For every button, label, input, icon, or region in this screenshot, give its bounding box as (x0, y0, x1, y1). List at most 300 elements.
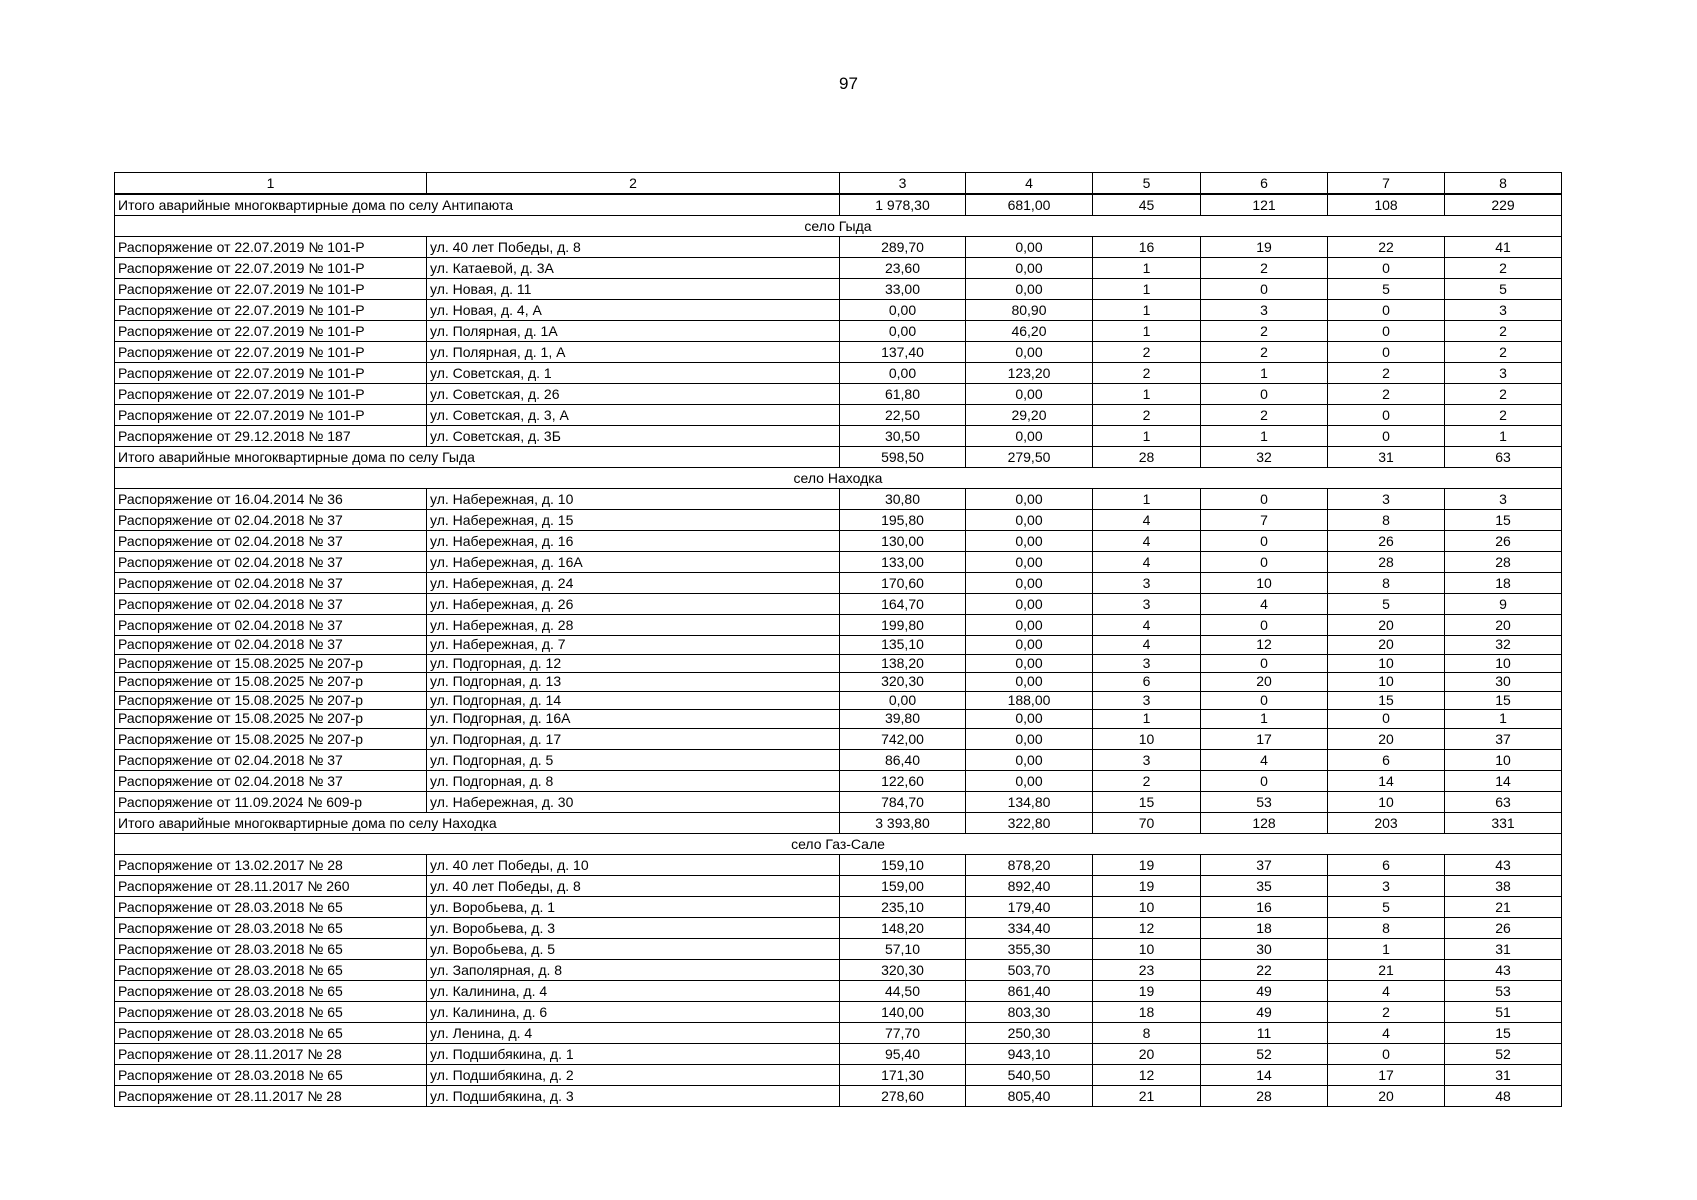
value-cell: 0 (1328, 321, 1445, 342)
address-cell: ул. 40 лет Победы, д. 10 (427, 854, 840, 875)
value-cell: 4 (1093, 531, 1201, 552)
column-number-header: 3 (840, 173, 966, 195)
section-header-row (115, 216, 1562, 237)
value-cell: 49 (1201, 980, 1328, 1001)
value-cell: 0,00 (966, 510, 1093, 531)
value-cell: 1 (1093, 300, 1201, 321)
value-cell: 171,30 (840, 1064, 966, 1085)
value-cell: 0,00 (966, 636, 1093, 655)
value-cell: 16 (1201, 896, 1328, 917)
value-cell: 2 (1201, 258, 1328, 279)
value-cell: 0 (1201, 552, 1328, 573)
value-cell: 878,20 (966, 854, 1093, 875)
value-cell: 3 (1445, 363, 1562, 384)
value-cell: 37 (1445, 728, 1562, 749)
value-cell: 0,00 (966, 258, 1093, 279)
value-cell: 15 (1328, 691, 1445, 710)
column-number-header: 7 (1328, 173, 1445, 195)
value-cell: 10 (1328, 654, 1445, 673)
value-cell: 4 (1328, 980, 1445, 1001)
value-cell: 6 (1328, 854, 1445, 875)
value-cell: 135,10 (840, 636, 966, 655)
value-cell: 0,00 (966, 237, 1093, 258)
value-cell: 33,00 (840, 279, 966, 300)
value-cell: 4 (1328, 1022, 1445, 1043)
value-cell: 320,30 (840, 673, 966, 692)
value-cell: 8 (1093, 1022, 1201, 1043)
total-value-cell: 322,80 (966, 812, 1093, 833)
value-cell: 43 (1445, 959, 1562, 980)
address-cell: ул. Набережная, д. 10 (427, 489, 840, 510)
value-cell: 2 (1328, 363, 1445, 384)
order-document-cell: Распоряжение от 02.04.2018 № 37 (115, 510, 427, 531)
value-cell: 0,00 (840, 321, 966, 342)
address-cell: ул. Воробьева, д. 3 (427, 917, 840, 938)
order-document-cell: Распоряжение от 28.03.2018 № 65 (115, 980, 427, 1001)
value-cell: 1 (1093, 489, 1201, 510)
value-cell: 0 (1328, 710, 1445, 729)
address-cell: ул. Подгорная, д. 13 (427, 673, 840, 692)
value-cell: 18 (1201, 917, 1328, 938)
value-cell: 0,00 (966, 749, 1093, 770)
value-cell: 2 (1093, 770, 1201, 791)
table-row (115, 237, 1562, 258)
value-cell: 3 (1093, 749, 1201, 770)
value-cell: 0 (1201, 489, 1328, 510)
value-cell: 179,40 (966, 896, 1093, 917)
value-cell: 289,70 (840, 237, 966, 258)
table-row (115, 1022, 1562, 1043)
value-cell: 95,40 (840, 1043, 966, 1064)
value-cell: 123,20 (966, 363, 1093, 384)
value-cell: 32 (1445, 636, 1562, 655)
value-cell: 1 (1093, 710, 1201, 729)
table-row (115, 321, 1562, 342)
total-value-cell: 598,50 (840, 447, 966, 468)
order-document-cell: Распоряжение от 13.02.2017 № 28 (115, 854, 427, 875)
address-cell: ул. Набережная, д. 26 (427, 594, 840, 615)
address-cell: ул. Набережная, д. 16А (427, 552, 840, 573)
emergency-housing-table (114, 172, 1562, 1107)
value-cell: 53 (1201, 791, 1328, 812)
address-cell: ул. Набережная, д. 28 (427, 615, 840, 636)
value-cell: 2 (1445, 405, 1562, 426)
order-document-cell: Распоряжение от 28.11.2017 № 260 (115, 875, 427, 896)
table-row (115, 1064, 1562, 1085)
column-number-row (115, 173, 1562, 195)
total-value-cell: 229 (1445, 194, 1562, 216)
value-cell: 30,50 (840, 426, 966, 447)
table-row (115, 363, 1562, 384)
value-cell: 148,20 (840, 917, 966, 938)
value-cell: 48 (1445, 1085, 1562, 1106)
value-cell: 17 (1201, 728, 1328, 749)
order-document-cell: Распоряжение от 02.04.2018 № 37 (115, 594, 427, 615)
table-row (115, 258, 1562, 279)
value-cell: 943,10 (966, 1043, 1093, 1064)
value-cell: 0,00 (966, 384, 1093, 405)
order-document-cell: Распоряжение от 22.07.2019 № 101-Р (115, 342, 427, 363)
value-cell: 0 (1201, 654, 1328, 673)
order-document-cell: Распоряжение от 29.12.2018 № 187 (115, 426, 427, 447)
table-row (115, 896, 1562, 917)
value-cell: 14 (1445, 770, 1562, 791)
order-document-cell: Распоряжение от 22.07.2019 № 101-Р (115, 237, 427, 258)
value-cell: 77,70 (840, 1022, 966, 1043)
order-document-cell: Распоряжение от 15.08.2025 № 207-р (115, 728, 427, 749)
value-cell: 20 (1328, 728, 1445, 749)
total-value-cell: 3 393,80 (840, 812, 966, 833)
total-value-cell: 279,50 (966, 447, 1093, 468)
value-cell: 2 (1093, 363, 1201, 384)
value-cell: 2 (1445, 384, 1562, 405)
value-cell: 9 (1445, 594, 1562, 615)
value-cell: 138,20 (840, 654, 966, 673)
value-cell: 19 (1201, 237, 1328, 258)
value-cell: 0,00 (966, 279, 1093, 300)
total-value-cell: 1 978,30 (840, 194, 966, 216)
value-cell: 3 (1093, 691, 1201, 710)
value-cell: 10 (1445, 749, 1562, 770)
value-cell: 31 (1445, 1064, 1562, 1085)
value-cell: 17 (1328, 1064, 1445, 1085)
value-cell: 31 (1445, 938, 1562, 959)
address-cell: ул. Катаевой, д. 3А (427, 258, 840, 279)
value-cell: 0,00 (966, 710, 1093, 729)
value-cell: 0,00 (966, 531, 1093, 552)
value-cell: 20 (1328, 636, 1445, 655)
value-cell: 188,00 (966, 691, 1093, 710)
value-cell: 12 (1093, 1064, 1201, 1085)
value-cell: 1 (1093, 321, 1201, 342)
value-cell: 0,00 (840, 691, 966, 710)
value-cell: 170,60 (840, 573, 966, 594)
value-cell: 2 (1445, 258, 1562, 279)
value-cell: 5 (1328, 896, 1445, 917)
value-cell: 4 (1201, 749, 1328, 770)
value-cell: 8 (1328, 573, 1445, 594)
order-document-cell: Распоряжение от 15.08.2025 № 207-р (115, 673, 427, 692)
value-cell: 0,00 (966, 615, 1093, 636)
table-row (115, 342, 1562, 363)
value-cell: 20 (1328, 615, 1445, 636)
value-cell: 784,70 (840, 791, 966, 812)
order-document-cell: Распоряжение от 22.07.2019 № 101-Р (115, 321, 427, 342)
value-cell: 21 (1093, 1085, 1201, 1106)
total-value-cell: 28 (1093, 447, 1201, 468)
value-cell: 195,80 (840, 510, 966, 531)
total-value-cell: 32 (1201, 447, 1328, 468)
order-document-cell: Распоряжение от 28.03.2018 № 65 (115, 1022, 427, 1043)
value-cell: 122,60 (840, 770, 966, 791)
order-document-cell: Распоряжение от 02.04.2018 № 37 (115, 615, 427, 636)
value-cell: 26 (1445, 531, 1562, 552)
value-cell: 540,50 (966, 1064, 1093, 1085)
table-row (115, 1043, 1562, 1064)
address-cell: ул. Новая, д. 4, А (427, 300, 840, 321)
value-cell: 0,00 (966, 654, 1093, 673)
value-cell: 199,80 (840, 615, 966, 636)
value-cell: 8 (1328, 510, 1445, 531)
order-document-cell: Распоряжение от 22.07.2019 № 101-Р (115, 405, 427, 426)
order-document-cell: Распоряжение от 22.07.2019 № 101-Р (115, 300, 427, 321)
value-cell: 0 (1201, 279, 1328, 300)
order-document-cell: Распоряжение от 22.07.2019 № 101-Р (115, 279, 427, 300)
table-row (115, 938, 1562, 959)
value-cell: 278,60 (840, 1085, 966, 1106)
value-cell: 63 (1445, 791, 1562, 812)
value-cell: 1 (1093, 279, 1201, 300)
address-cell: ул. Советская, д. 26 (427, 384, 840, 405)
section-header-row (115, 833, 1562, 854)
total-value-cell: 70 (1093, 812, 1201, 833)
value-cell: 2 (1445, 342, 1562, 363)
table-row (115, 489, 1562, 510)
value-cell: 43 (1445, 854, 1562, 875)
value-cell: 15 (1445, 691, 1562, 710)
value-cell: 14 (1328, 770, 1445, 791)
value-cell: 23,60 (840, 258, 966, 279)
address-cell: ул. Полярная, д. 1, А (427, 342, 840, 363)
value-cell: 2 (1201, 321, 1328, 342)
total-label: Итого аварийные многоквартирные дома по селу Находка (115, 812, 840, 833)
address-cell: ул. Новая, д. 11 (427, 279, 840, 300)
value-cell: 0 (1328, 1043, 1445, 1064)
value-cell: 861,40 (966, 980, 1093, 1001)
value-cell: 159,00 (840, 875, 966, 896)
address-cell: ул. Калинина, д. 4 (427, 980, 840, 1001)
order-document-cell: Распоряжение от 28.03.2018 № 65 (115, 1001, 427, 1022)
address-cell: ул. Советская, д. 3, А (427, 405, 840, 426)
value-cell: 4 (1093, 510, 1201, 531)
value-cell: 15 (1445, 510, 1562, 531)
value-cell: 53 (1445, 980, 1562, 1001)
order-document-cell: Распоряжение от 15.08.2025 № 207-р (115, 710, 427, 729)
address-cell: ул. Набережная, д. 15 (427, 510, 840, 531)
value-cell: 159,10 (840, 854, 966, 875)
address-cell: ул. Подшибякина, д. 3 (427, 1085, 840, 1106)
value-cell: 1 (1201, 710, 1328, 729)
value-cell: 164,70 (840, 594, 966, 615)
value-cell: 38 (1445, 875, 1562, 896)
value-cell: 8 (1328, 917, 1445, 938)
value-cell: 0,00 (966, 728, 1093, 749)
total-value-cell: 108 (1328, 194, 1445, 216)
value-cell: 742,00 (840, 728, 966, 749)
value-cell: 15 (1093, 791, 1201, 812)
value-cell: 334,40 (966, 917, 1093, 938)
order-document-cell: Распоряжение от 02.04.2018 № 37 (115, 531, 427, 552)
value-cell: 134,80 (966, 791, 1093, 812)
value-cell: 49 (1201, 1001, 1328, 1022)
value-cell: 10 (1445, 654, 1562, 673)
value-cell: 1 (1093, 258, 1201, 279)
order-document-cell: Распоряжение от 02.04.2018 № 37 (115, 770, 427, 791)
address-cell: ул. Подшибякина, д. 1 (427, 1043, 840, 1064)
value-cell: 7 (1201, 510, 1328, 531)
value-cell: 0 (1328, 405, 1445, 426)
value-cell: 12 (1201, 636, 1328, 655)
total-value-cell: 128 (1201, 812, 1328, 833)
table-row (115, 426, 1562, 447)
table-row (115, 1001, 1562, 1022)
value-cell: 320,30 (840, 959, 966, 980)
value-cell: 3 (1328, 875, 1445, 896)
order-document-cell: Распоряжение от 28.11.2017 № 28 (115, 1043, 427, 1064)
column-number-header: 8 (1445, 173, 1562, 195)
section-title: село Газ-Сале (115, 833, 1562, 854)
order-document-cell: Распоряжение от 02.04.2018 № 37 (115, 552, 427, 573)
total-value-cell: 681,00 (966, 194, 1093, 216)
value-cell: 52 (1201, 1043, 1328, 1064)
value-cell: 26 (1445, 917, 1562, 938)
value-cell: 3 (1093, 654, 1201, 673)
value-cell: 235,10 (840, 896, 966, 917)
address-cell: ул. Воробьева, д. 5 (427, 938, 840, 959)
value-cell: 3 (1445, 300, 1562, 321)
address-cell: ул. Калинина, д. 6 (427, 1001, 840, 1022)
table-row (115, 300, 1562, 321)
table-row (115, 531, 1562, 552)
table-row (115, 854, 1562, 875)
address-cell: ул. 40 лет Победы, д. 8 (427, 237, 840, 258)
total-label: Итого аварийные многоквартирные дома по селу Антипаюта (115, 194, 840, 216)
value-cell: 4 (1093, 636, 1201, 655)
table-row (115, 384, 1562, 405)
total-value-cell: 45 (1093, 194, 1201, 216)
table-row (115, 654, 1562, 673)
value-cell: 10 (1201, 573, 1328, 594)
section-title: село Находка (115, 468, 1562, 489)
value-cell: 1 (1328, 938, 1445, 959)
table-row (115, 1085, 1562, 1106)
value-cell: 10 (1093, 896, 1201, 917)
value-cell: 0 (1201, 615, 1328, 636)
value-cell: 2 (1201, 405, 1328, 426)
value-cell: 1 (1445, 426, 1562, 447)
value-cell: 21 (1328, 959, 1445, 980)
value-cell: 19 (1093, 854, 1201, 875)
value-cell: 130,00 (840, 531, 966, 552)
value-cell: 11 (1201, 1022, 1328, 1043)
value-cell: 0 (1328, 300, 1445, 321)
order-document-cell: Распоряжение от 22.07.2019 № 101-Р (115, 258, 427, 279)
value-cell: 0,00 (966, 426, 1093, 447)
order-document-cell: Распоряжение от 11.09.2024 № 609-р (115, 791, 427, 812)
table-row (115, 917, 1562, 938)
value-cell: 46,20 (966, 321, 1093, 342)
value-cell: 22 (1328, 237, 1445, 258)
address-cell: ул. Полярная, д. 1А (427, 321, 840, 342)
value-cell: 52 (1445, 1043, 1562, 1064)
value-cell: 39,80 (840, 710, 966, 729)
value-cell: 41 (1445, 237, 1562, 258)
value-cell: 805,40 (966, 1085, 1093, 1106)
table-row (115, 636, 1562, 655)
value-cell: 3 (1201, 300, 1328, 321)
order-document-cell: Распоряжение от 28.03.2018 № 65 (115, 1064, 427, 1085)
address-cell: ул. Подшибякина, д. 2 (427, 1064, 840, 1085)
value-cell: 10 (1093, 728, 1201, 749)
table-row (115, 728, 1562, 749)
order-document-cell: Распоряжение от 15.08.2025 № 207-р (115, 654, 427, 673)
address-cell: ул. Ленина, д. 4 (427, 1022, 840, 1043)
column-number-header: 1 (115, 173, 427, 195)
value-cell: 892,40 (966, 875, 1093, 896)
value-cell: 137,40 (840, 342, 966, 363)
address-cell: ул. Советская, д. 1 (427, 363, 840, 384)
value-cell: 0 (1201, 691, 1328, 710)
value-cell: 20 (1328, 1085, 1445, 1106)
value-cell: 0,00 (966, 573, 1093, 594)
table-row (115, 959, 1562, 980)
address-cell: ул. Воробьева, д. 1 (427, 896, 840, 917)
value-cell: 1 (1445, 710, 1562, 729)
value-cell: 140,00 (840, 1001, 966, 1022)
address-cell: ул. 40 лет Победы, д. 8 (427, 875, 840, 896)
value-cell: 16 (1093, 237, 1201, 258)
address-cell: ул. Набережная, д. 30 (427, 791, 840, 812)
total-value-cell: 203 (1328, 812, 1445, 833)
value-cell: 86,40 (840, 749, 966, 770)
value-cell: 80,90 (966, 300, 1093, 321)
value-cell: 44,50 (840, 980, 966, 1001)
order-document-cell: Распоряжение от 02.04.2018 № 37 (115, 749, 427, 770)
value-cell: 0 (1328, 342, 1445, 363)
value-cell: 12 (1093, 917, 1201, 938)
value-cell: 22,50 (840, 405, 966, 426)
value-cell: 3 (1093, 594, 1201, 615)
value-cell: 803,30 (966, 1001, 1093, 1022)
total-row (115, 194, 1562, 216)
order-document-cell: Распоряжение от 28.03.2018 № 65 (115, 896, 427, 917)
section-title: село Гыда (115, 216, 1562, 237)
value-cell: 37 (1201, 854, 1328, 875)
value-cell: 10 (1328, 673, 1445, 692)
table-row (115, 691, 1562, 710)
value-cell: 15 (1445, 1022, 1562, 1043)
order-document-cell: Распоряжение от 28.11.2017 № 28 (115, 1085, 427, 1106)
table-row (115, 673, 1562, 692)
order-document-cell: Распоряжение от 28.03.2018 № 65 (115, 959, 427, 980)
value-cell: 23 (1093, 959, 1201, 980)
value-cell: 22 (1201, 959, 1328, 980)
address-cell: ул. Подгорная, д. 8 (427, 770, 840, 791)
value-cell: 0 (1328, 426, 1445, 447)
table-row (115, 510, 1562, 531)
address-cell: ул. Подгорная, д. 14 (427, 691, 840, 710)
value-cell: 18 (1093, 1001, 1201, 1022)
table-row (115, 980, 1562, 1001)
column-number-header: 5 (1093, 173, 1201, 195)
table-row (115, 594, 1562, 615)
address-cell: ул. Подгорная, д. 5 (427, 749, 840, 770)
value-cell: 5 (1328, 594, 1445, 615)
column-number-header: 2 (427, 173, 840, 195)
table-row (115, 710, 1562, 729)
value-cell: 0,00 (966, 594, 1093, 615)
value-cell: 0,00 (840, 363, 966, 384)
order-document-cell: Распоряжение от 22.07.2019 № 101-Р (115, 384, 427, 405)
value-cell: 3 (1093, 573, 1201, 594)
order-document-cell: Распоряжение от 28.03.2018 № 65 (115, 917, 427, 938)
value-cell: 4 (1201, 594, 1328, 615)
value-cell: 250,30 (966, 1022, 1093, 1043)
total-label: Итого аварийные многоквартирные дома по селу Гыда (115, 447, 840, 468)
address-cell: ул. Набережная, д. 24 (427, 573, 840, 594)
value-cell: 19 (1093, 875, 1201, 896)
value-cell: 51 (1445, 1001, 1562, 1022)
